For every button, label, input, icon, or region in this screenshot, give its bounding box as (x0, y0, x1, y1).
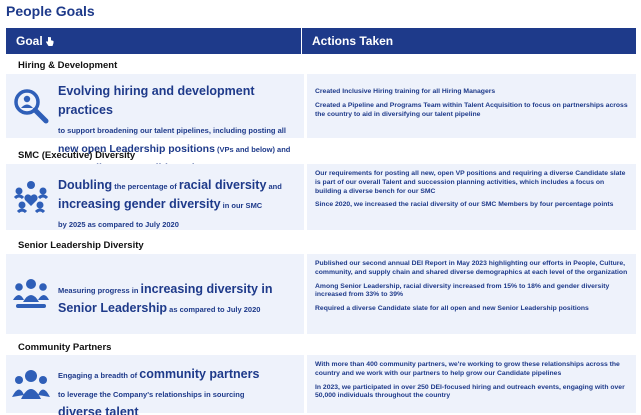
action-item: Our requirements for posting all new, open VP positions and requiring a diverse Candidate slate is part of our overall Talent and succession planning activities, which includes a focus on building a diverse bench for our SMC (315, 170, 626, 195)
section-label-smc: SMC (Executive) Diversity (18, 150, 136, 161)
goal-text (58, 176, 298, 233)
goal-header-label: Goal (16, 34, 43, 48)
goal-part: new open Leadership positions (58, 142, 215, 155)
goal-cell (6, 164, 304, 230)
leadership-group-icon (12, 274, 50, 312)
section-row-community (6, 355, 636, 413)
section-row-smc (6, 164, 636, 230)
goal-part: Evolving hiring and development practices (58, 84, 255, 117)
table-header (6, 28, 636, 54)
section-row-senior-leadership (6, 254, 636, 334)
goal-part: and (266, 182, 282, 191)
goal-cell (6, 254, 304, 334)
magnifier-person-icon (12, 87, 50, 125)
section-row-hiring (6, 74, 636, 155)
actions-column-header: Actions Taken (312, 34, 394, 48)
actions-cell (307, 74, 636, 138)
action-item: Among Senior Leadership, racial diversity increased from 15% to 18% and gender diversity increased from 33% to 39% (315, 282, 610, 299)
goal-part: the percentage of (112, 182, 179, 191)
goal-part: Engaging a breadth of (58, 371, 140, 380)
goal-part: diverse talent (58, 404, 139, 415)
goal-part: increasing diversity in (140, 282, 273, 296)
cursor-pointer-icon (45, 36, 54, 47)
goal-text (58, 82, 298, 176)
community-people-icon (12, 365, 50, 403)
action-item: Created a Pipeline and Programs Team within Talent Acquisition to focus on partnerships across the country to aid in diversifying our talent pipeline (315, 101, 628, 118)
section-label-hiring: Hiring & Development (18, 60, 118, 71)
section-label-community: Community Partners (18, 342, 112, 353)
goal-part: racial diversity (178, 178, 267, 192)
section-label-senior-leadership: Senior Leadership Diversity (18, 240, 144, 251)
action-item: Required a diverse Candidate slate for all open and new Senior Leadership positions (315, 305, 589, 313)
goal-part: to leverage the Company's relationships in sourcing (58, 389, 245, 399)
page-title: People Goals (6, 3, 95, 19)
goal-part: Measuring progress in (58, 286, 141, 295)
action-item: With more than 400 community partners, we're working to grow these relationships across the country and we work with our partners to help grow our Candidate pipelines (315, 361, 620, 377)
goal-cell (6, 355, 304, 413)
action-item: Published our second annual DEI Report in May 2023 highlighting our efforts in People, Culture, community, and supply chain and shared diverse demographics at each level of the organization (315, 260, 628, 276)
goal-part: as compared to July 2020 (167, 304, 261, 314)
diverse-group-heart-icon (12, 178, 50, 216)
action-item: Since 2020, we increased the racial diversity of our SMC Members by four percentage points (315, 201, 614, 209)
goal-text (58, 365, 298, 415)
goal-part: increasing gender diversity (58, 196, 221, 211)
actions-cell (307, 164, 636, 230)
goal-part: community partners (139, 367, 260, 381)
action-item: Created Inclusive Hiring training for all Hiring Managers (315, 88, 496, 95)
goal-part: by 2025 as compared to July 2020 (58, 219, 179, 229)
goal-part: Senior Leadership (58, 300, 168, 315)
goal-part: in our SMC (220, 200, 263, 210)
action-item: In 2023, we participated in over 250 DEI-focused hiring and outreach events, engaging with over 50,000 individuals throughout the country (315, 383, 625, 400)
goal-part: to support broadening our talent pipelines, including posting all (58, 125, 286, 135)
goal-part: (VPs and below) and (214, 144, 291, 154)
actions-cell (307, 254, 636, 334)
goal-text (58, 280, 298, 318)
goal-column-header (6, 28, 302, 54)
actions-cell (307, 355, 636, 413)
goal-cell (6, 74, 304, 155)
goal-part: Doubling (58, 178, 113, 192)
